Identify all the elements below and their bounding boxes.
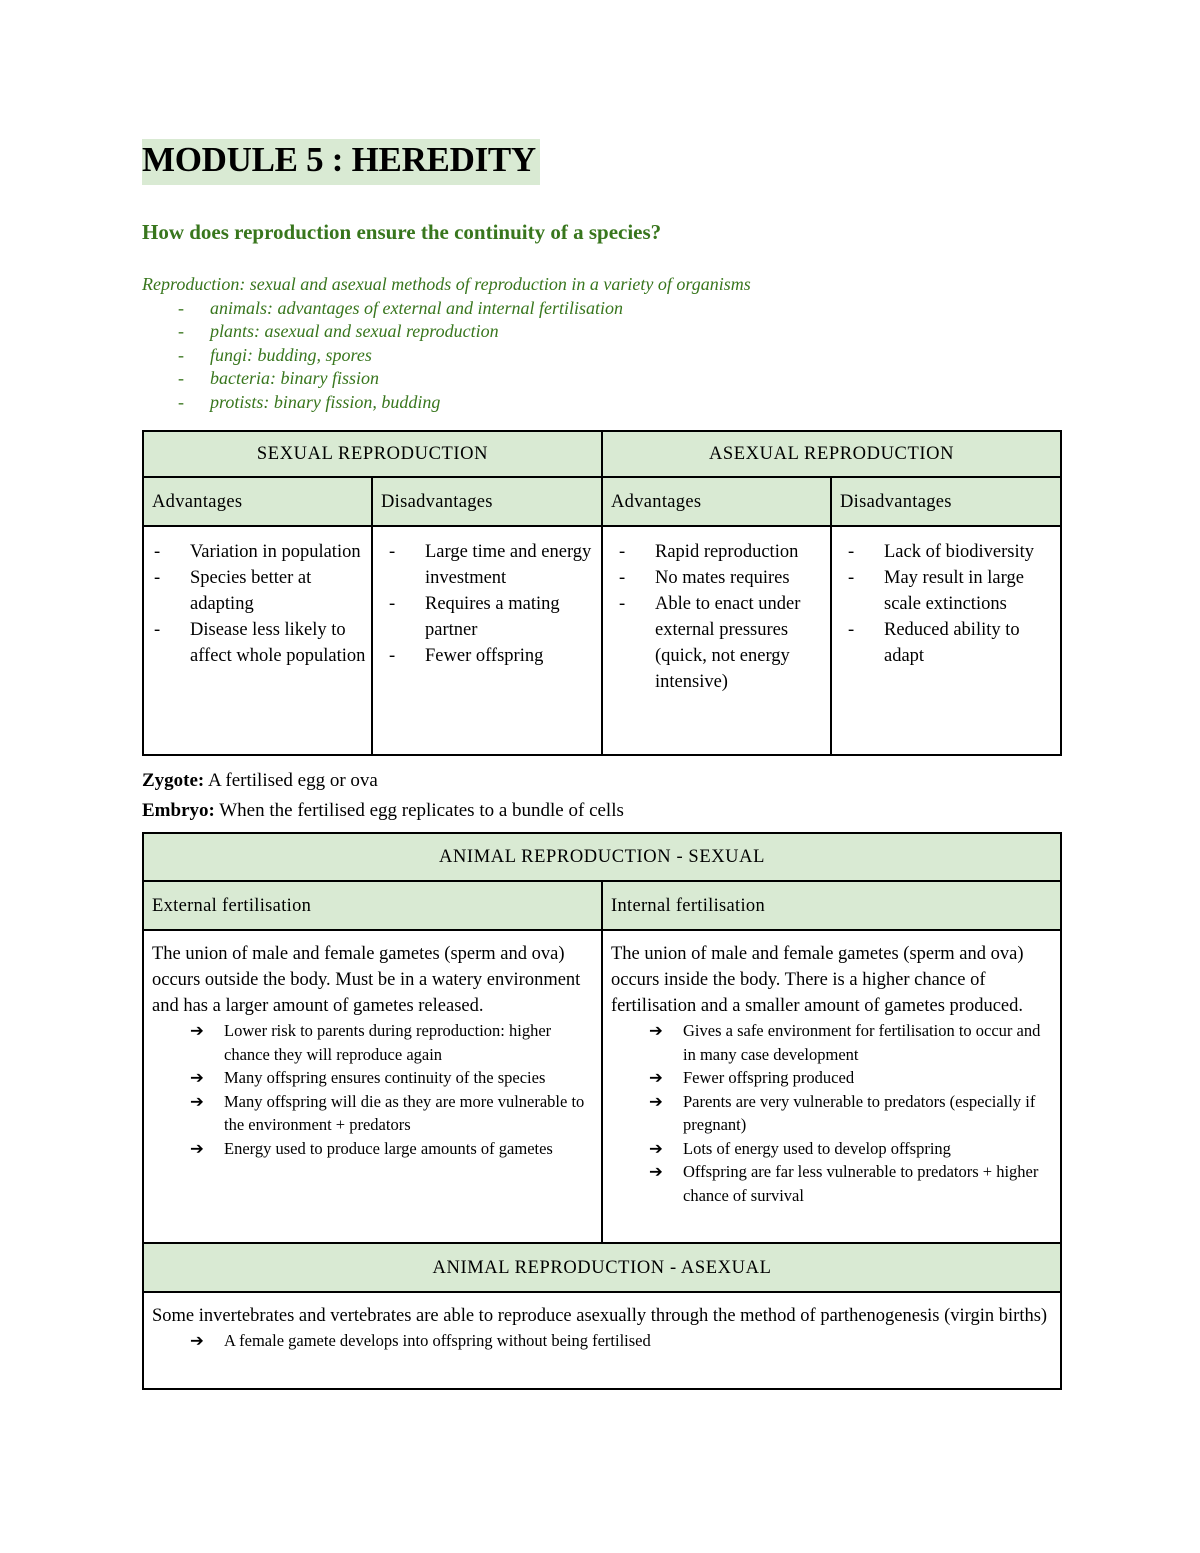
- list-item: ➔ Lots of energy used to develop offspring: [611, 1137, 1052, 1161]
- list-item: - Large time and energy investment: [379, 539, 601, 591]
- sexual-advantages-cell: [143, 526, 372, 755]
- list-item: ➔ Gives a safe environment for fertilisation to occur and in many case development: [649, 1021, 1041, 1064]
- animal-sexual-header: ANIMAL REPRODUCTION - SEXUAL: [143, 833, 1061, 881]
- arrow-icon: ➔: [649, 1068, 663, 1087]
- module-title: MODULE 5 : HEREDITY: [142, 139, 540, 185]
- sexual-advantages-header: Advantages: [143, 477, 372, 526]
- arrow-icon: ➔: [190, 1068, 204, 1087]
- intro-item: - plants: asexual and sexual reproduction: [178, 320, 751, 344]
- internal-description: The union of male and female gametes (sperm and ova) occurs inside the body. There is a higher chance of fertilisation and a smaller amount of gametes produced.: [611, 944, 1024, 1016]
- definitions: [142, 766, 624, 826]
- list-item: ➔ Offspring are far less vulnerable to predators + higher chance of survival: [649, 1162, 1039, 1205]
- internal-fertilisation-cell: [602, 930, 1061, 1243]
- list-item: - Variation in population: [144, 539, 371, 565]
- list-item: - Able to enact under external pressures (quick, not energy intensive): [609, 591, 830, 695]
- list-item: ➔ Many offspring ensures continuity of the species: [152, 1066, 593, 1090]
- intro-lead: Reproduction: sexual and asexual methods of reproduction in a variety of organisms: [142, 274, 751, 294]
- animal-asexual-cell: [143, 1292, 1061, 1389]
- arrow-icon: ➔: [190, 1091, 204, 1111]
- list-item: - May result in large scale extinctions: [838, 565, 1060, 617]
- sexual-disadvantages-cell: [372, 526, 602, 755]
- arrow-icon: ➔: [649, 1138, 663, 1158]
- list-item: ➔ Lower risk to parents during reproduction: higher chance they will reproduce again: [190, 1021, 552, 1064]
- sexual-reproduction-header: SEXUAL REPRODUCTION: [143, 431, 602, 477]
- arrow-icon: ➔: [649, 1162, 663, 1181]
- intro-item: - fungi: budding, spores: [178, 344, 751, 368]
- reproduction-comparison-table: [142, 430, 1062, 756]
- asexual-disadvantages-header: Disadvantages: [831, 477, 1061, 526]
- list-item: - Fewer offspring: [379, 643, 601, 669]
- list-item: - Reduced ability to adapt: [838, 617, 1060, 669]
- list-item: ➔ Energy used to produce large amounts of gametes: [152, 1137, 593, 1161]
- asexual-advantages-cell: [602, 526, 831, 755]
- arrow-icon: ➔: [190, 1331, 204, 1350]
- list-item: ➔ A female gamete develops into offspring without being fertilised: [152, 1329, 1052, 1353]
- animal-asexual-header: ANIMAL REPRODUCTION - ASEXUAL: [143, 1243, 1061, 1292]
- intro-item: - protists: binary fission, budding: [178, 391, 751, 415]
- list-item: ➔ Parents are very vulnerable to predators (especially if pregnant): [649, 1091, 1036, 1134]
- internal-fertilisation-header: Internal fertilisation: [602, 881, 1061, 930]
- intro-list: [142, 297, 751, 415]
- definition-zygote: [142, 766, 624, 796]
- intro-item: - animals: advantages of external and internal fertilisation: [178, 297, 751, 321]
- list-item: - No mates requires: [609, 565, 830, 591]
- list-item: - Disease less likely to affect whole population: [144, 617, 371, 669]
- sexual-disadvantages-header: Disadvantages: [372, 477, 602, 526]
- intro-item: - bacteria: binary fission: [178, 367, 751, 391]
- asexual-disadvantages-cell: [831, 526, 1061, 755]
- asexual-advantages-header: Advantages: [602, 477, 831, 526]
- list-item: - Rapid reproduction: [609, 539, 830, 565]
- list-item: - Lack of biodiversity: [838, 539, 1060, 565]
- list-item: - Species better at adapting: [144, 565, 371, 617]
- animal-reproduction-table: [142, 832, 1062, 1390]
- arrow-icon: ➔: [190, 1138, 204, 1158]
- external-fertilisation-cell: [143, 930, 602, 1243]
- definition-term: Embryo:: [142, 800, 215, 821]
- list-item: ➔ Fewer offspring produced: [611, 1066, 1052, 1090]
- definition-term: Zygote:: [142, 770, 205, 791]
- list-item: - Requires a mating partner: [379, 591, 601, 643]
- asexual-reproduction-header: ASEXUAL REPRODUCTION: [602, 431, 1061, 477]
- section-question: How does reproduction ensure the continuity of a species?: [142, 220, 662, 244]
- asexual-description: Some invertebrates and vertebrates are able to reproduce asexually through the method of parthenogenesis (virgin births): [152, 1306, 1048, 1326]
- arrow-icon: ➔: [190, 1021, 204, 1040]
- definition-text: A fertilised egg or ova: [204, 770, 378, 791]
- external-description: The union of male and female gametes (sperm and ova) occurs outside the body. Must be in a watery environment and has a larger amount of gametes released.: [152, 944, 581, 1016]
- definition-text: When the fertilised egg replicates to a bundle of cells: [214, 800, 624, 821]
- external-fertilisation-header: External fertilisation: [143, 881, 602, 930]
- list-item: ➔ Many offspring will die as they are more vulnerable to the environment + predators: [190, 1091, 585, 1134]
- arrow-icon: ➔: [649, 1021, 663, 1040]
- syllabus-intro: [142, 273, 751, 414]
- arrow-icon: ➔: [649, 1091, 663, 1111]
- definition-embryo: [142, 796, 624, 826]
